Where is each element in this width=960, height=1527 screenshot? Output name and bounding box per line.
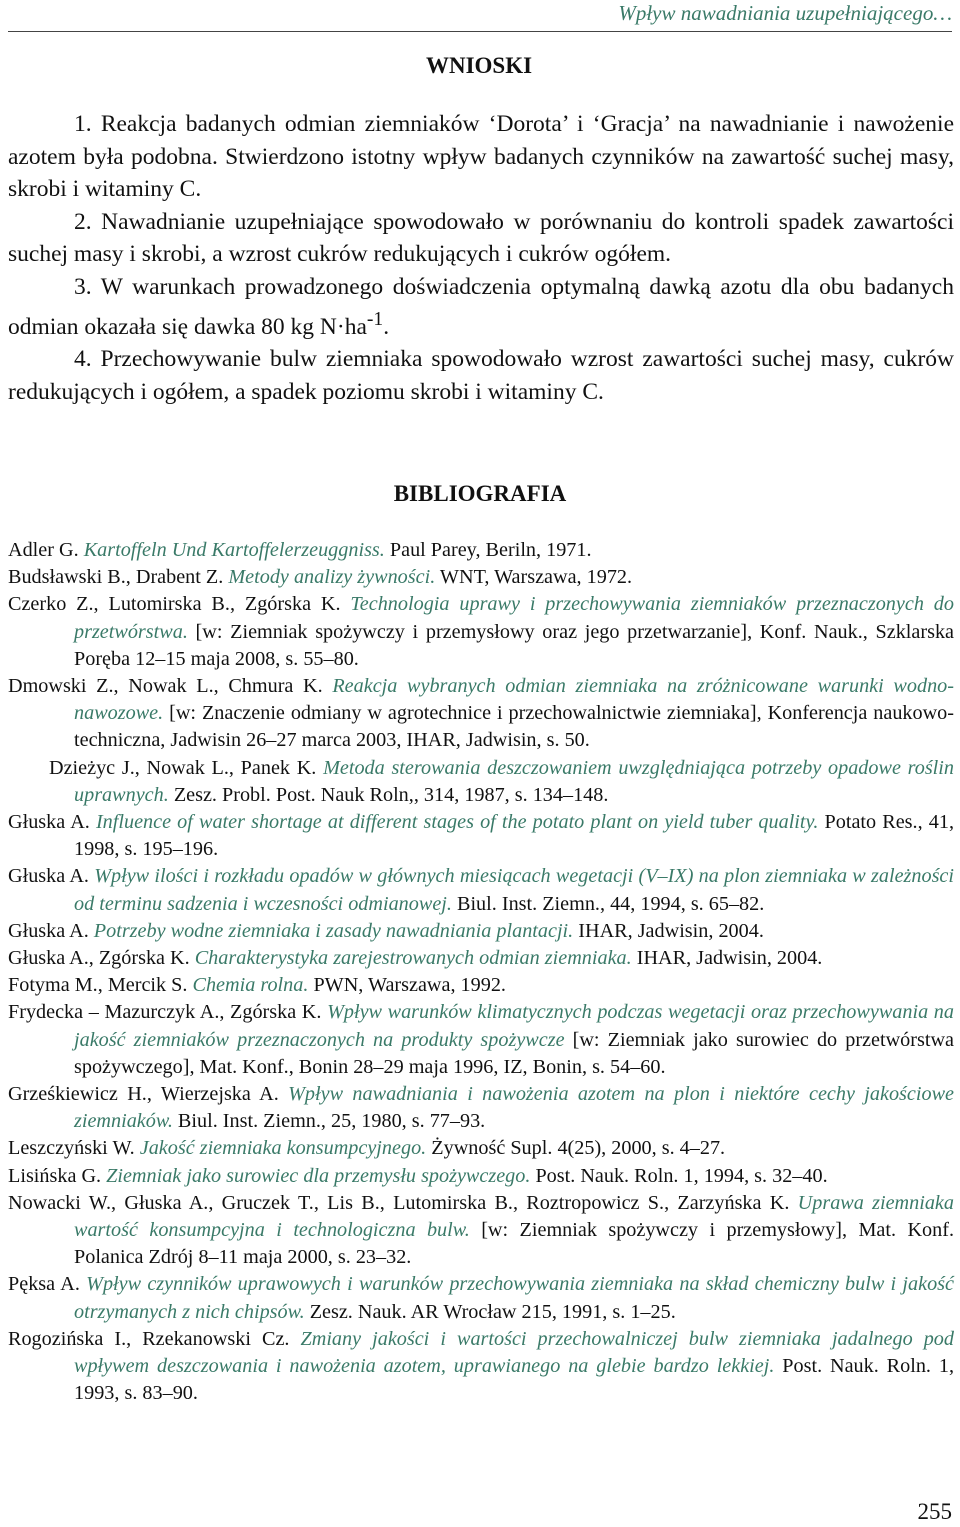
reference-item bbox=[8, 673, 954, 755]
ref-title: Charakterystyka zarejestrowanych odmian ziemniaka. bbox=[194, 947, 632, 970]
ref-authors: Dmowski Z., Nowak L., Chmura K. bbox=[8, 675, 333, 698]
ref-authors: Lisińska G. bbox=[8, 1164, 107, 1187]
ref-title: Influence of water shortage at different stages of the potato plant on yield tuber quality. bbox=[95, 811, 819, 834]
ref-details: Paul Parey, Beriln, 1971. bbox=[384, 539, 592, 561]
ref-title: Reakcja wybranych odmian ziemniaka na zróżnicowane warunki wodno-nawozowe. bbox=[74, 675, 954, 725]
ref-authors: Fotyma M., Mercik S. bbox=[8, 974, 193, 997]
reference-item bbox=[8, 537, 954, 564]
ref-details: Żywność Supl. 4(25), 2000, s. 4–27. bbox=[426, 1137, 726, 1160]
ref-title: Zmiany jakości i wartości przechowalniczej bulw ziemniaka jadalnego pod wpływem deszczowania i nawożenia azotem, uprawianego na glebie bardzo lekkiej. bbox=[74, 1327, 954, 1378]
ref-authors: Grześkiewicz H., Wierzejska A. bbox=[8, 1083, 289, 1106]
ref-details: IHAR, Jadwisin, 2004. bbox=[573, 919, 764, 942]
ref-authors: Frydecka – Mazurczyk A., Zgórska K. bbox=[8, 1001, 328, 1024]
ref-details: [w: Ziemniak spożywczy i przemysłowy oraz jego przetwarzanie], Konf. Nauk., Szklarska Poręba 12–15 maja 2008, s. 55–80. bbox=[74, 620, 954, 670]
reference-item bbox=[8, 863, 954, 917]
reference-item bbox=[8, 1271, 954, 1325]
reference-item bbox=[8, 809, 954, 863]
ref-title: Jakość ziemniaka konsumpcyjnego. bbox=[139, 1137, 427, 1160]
reference-item bbox=[8, 1081, 954, 1135]
reference-item bbox=[8, 1163, 954, 1190]
ref-title: Kartoffeln Und Kartoffelerzeuggniss. bbox=[83, 539, 385, 561]
reference-item bbox=[8, 591, 954, 673]
conclusions-heading: WNIOSKI bbox=[425, 53, 533, 78]
ref-title: Wpływ ilości i rozkładu opadów w głównych miesiącach wegetacji (V–IX) na plon ziemniaka w zależności od terminu sadzenia i wczesności odmianowej. bbox=[74, 865, 954, 915]
ref-authors: Czerko Z., Lutomirska B., Zgórska K. bbox=[8, 593, 351, 616]
ref-details: Biul. Inst. Ziemn., 25, 1980, s. 77–93. bbox=[172, 1110, 486, 1133]
reference-item bbox=[8, 945, 954, 972]
conclusion-item: 2. Nawadnianie uzupełniające spowodowało w porównaniu do kontroli spadek zawartości suchej masy i skrobi, a wzrost cukrów redukujących i cukrów ogółem. bbox=[8, 208, 954, 268]
ref-authors: Głuska A., Zgórska K. bbox=[8, 947, 195, 970]
unit-superscript: -1 bbox=[366, 308, 384, 330]
ref-title: Technologia uprawy i przechowywania ziemniaków przeznaczonych do przetwórstwa. bbox=[74, 593, 954, 643]
reference-item bbox=[8, 1135, 954, 1162]
ref-authors: Adler G. bbox=[8, 539, 84, 561]
ref-authors: Głuska A. bbox=[8, 919, 94, 942]
conclusion-item bbox=[8, 271, 954, 343]
ref-authors: Leszczyński W. bbox=[8, 1137, 140, 1160]
ref-details: Biul. Inst. Ziemn., 44, 1994, s. 65–82. bbox=[451, 892, 765, 915]
ref-authors: Głuska A. bbox=[8, 811, 96, 834]
ref-authors: Dzieżyc J., Nowak L., Panek K. bbox=[49, 756, 324, 779]
reference-item bbox=[8, 1326, 954, 1408]
ref-title: Wpływ nawadniania i nawożenia azotem na plon i niektóre cechy jakościowe ziemniaków. bbox=[74, 1083, 954, 1133]
conclusions-list bbox=[8, 108, 954, 408]
ref-details: [w: Ziemniak jako surowiec do przetwórstwa spożywczego], Mat. Konf., Bonin 28–29 maja 1996, IZ, Bonin, s. 54–60. bbox=[74, 1028, 954, 1078]
conclusion-item-end: . bbox=[383, 313, 390, 340]
conclusion-item: 1. Reakcja badanych odmian ziemniaków ‘Dorota’ i ‘Gracja’ na nawadnianie i nawożenie azotem była podobna. Stwierdzono istotny wpływ badanych czynników na zawartość suchej masy, skrobi i witaminy C. bbox=[8, 111, 954, 203]
running-head: Wpływ nawadniania uzupełniającego… bbox=[618, 1, 952, 25]
ref-details: Post. Nauk. Roln. 1, 1993, s. 83–90. bbox=[74, 1355, 955, 1405]
ref-authors: Nowacki W., Głuska A., Gruczek T., Lis B., Lutomirska B., Roztropowicz S., Zarzyńska K. bbox=[8, 1191, 798, 1214]
ref-title: Wpływ warunków klimatycznych podczas wegetacji oraz przechowywania na jakość ziemniaków przeznaczonych na produkty spożywcze bbox=[74, 1001, 954, 1051]
ref-title: Metody analizy żywności. bbox=[228, 566, 436, 589]
ref-title: Wpływ czynników uprawowych i warunków przechowywania ziemniaka na skład chemiczny bulw i jakość otrzymanych z nich chipsów. bbox=[74, 1273, 954, 1323]
header-rule bbox=[8, 31, 952, 32]
ref-title: Potrzeby wodne ziemniaka i zasady nawadniania plantacji. bbox=[93, 919, 574, 942]
ref-details: [w: Ziemniak spożywczy i przemysłowy], Mat. Konf. Polanica Zdrój 8–11 maja 2000, s. 23–32. bbox=[74, 1219, 954, 1269]
page-number: 255 bbox=[917, 1499, 952, 1524]
bibliography-list bbox=[8, 537, 954, 1408]
reference-item bbox=[8, 999, 954, 1081]
conclusion-item: 4. Przechowywanie bulw ziemniaka spowodowało wzrost zawartości suchej masy, cukrów redukujących i ogółem, a spadek poziomu skrobi i witaminy C. bbox=[8, 345, 954, 405]
ref-details: PWN, Warszawa, 1992. bbox=[308, 974, 506, 997]
ref-details: Potato Res., 41, 1998, s. 195–196. bbox=[74, 811, 954, 861]
ref-title: Metoda sterowania deszczowaniem uwzględniająca potrzeby opadowe roślin uprawnych. bbox=[74, 756, 954, 806]
ref-details: WNT, Warszawa, 1972. bbox=[435, 566, 633, 589]
ref-authors: Budsławski B., Drabent Z. bbox=[8, 566, 229, 589]
reference-item bbox=[8, 1190, 954, 1272]
ref-authors: Głuska A. bbox=[8, 865, 95, 888]
ref-title: Uprawa ziemniaka wartość konsumpcyjna i technologiczna bulw. bbox=[74, 1191, 954, 1242]
ref-authors: Pęksa A. bbox=[8, 1273, 87, 1296]
ref-details: Post. Nauk. Roln. 1, 1994, s. 32–40. bbox=[530, 1164, 828, 1187]
ref-title: Chemia rolna. bbox=[192, 974, 309, 997]
ref-title: Ziemniak jako surowiec dla przemysłu spożywczego. bbox=[106, 1164, 531, 1187]
ref-details: [w: Znaczenie odmiany w agrotechnice i przechowalnictwie ziemniaka], Konferencja naukowo-techniczna, Jadwisin 26–27 marca 2003, IHAR, Jadwisin, s. 50. bbox=[74, 702, 954, 752]
bibliography-heading: BIBLIOGRAFIA bbox=[393, 481, 567, 506]
conclusion-item-text: 3. W warunkach prowadzonego doświadczenia optymalną dawką azotu dla obu badanych odmian okazała się dawka 80 kg N·ha bbox=[8, 273, 954, 340]
reference-item bbox=[8, 918, 954, 945]
ref-authors: Rogozińska I., Rzekanowski Cz. bbox=[8, 1327, 301, 1350]
ref-details: Zesz. Nauk. AR Wrocław 215, 1991, s. 1–25. bbox=[304, 1300, 676, 1323]
reference-item bbox=[8, 755, 954, 809]
ref-details: IHAR, Jadwisin, 2004. bbox=[631, 947, 823, 970]
reference-item bbox=[8, 564, 954, 591]
reference-item bbox=[8, 972, 954, 999]
ref-details: Zesz. Probl. Post. Nauk Roln,, 314, 1987, s. 134–148. bbox=[168, 783, 609, 806]
